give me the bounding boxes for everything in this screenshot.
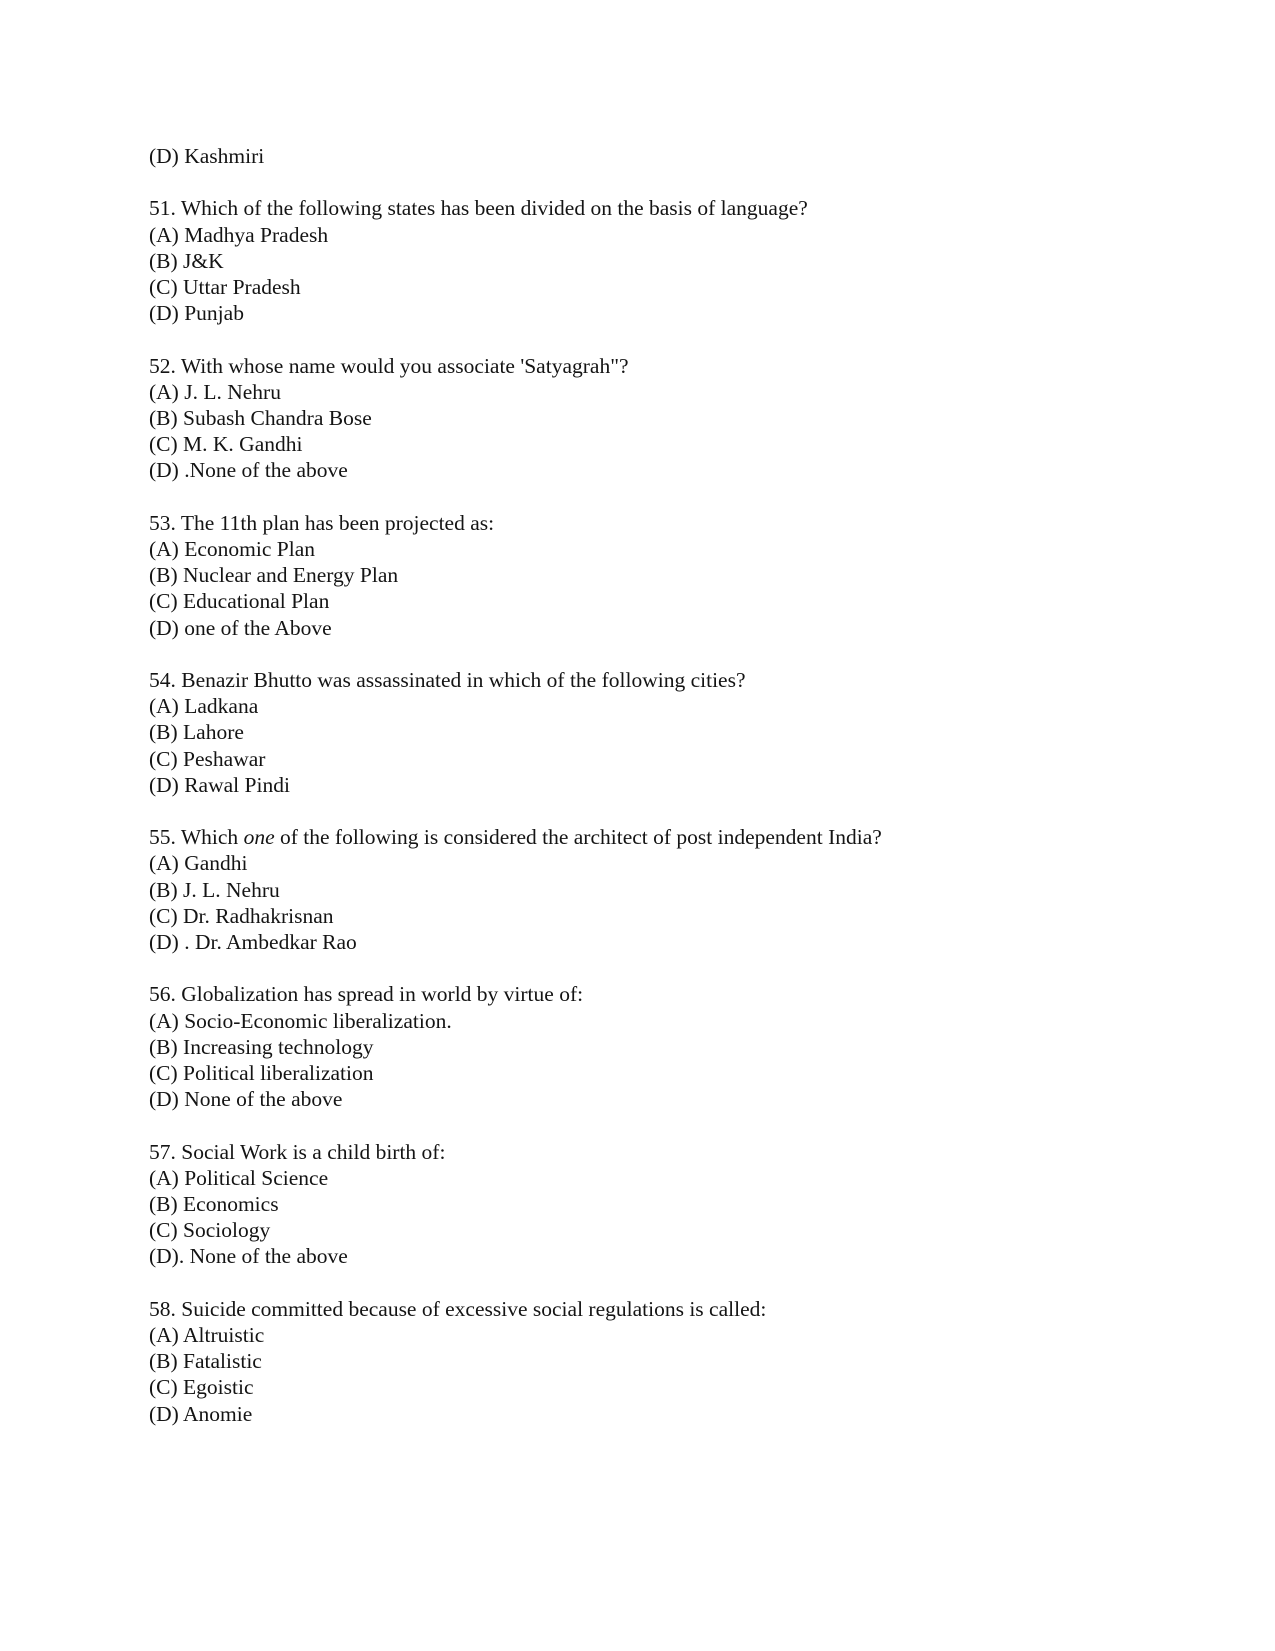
option-d: (D) None of the above [149, 1087, 343, 1112]
option-d: (D) Punjab [149, 301, 244, 326]
question-stem-after: of the following is considered the architect of post independent India? [279, 825, 882, 850]
option-a: (A) Altruistic [149, 1323, 265, 1348]
question-text [149, 353, 1149, 379]
question-text [149, 195, 1149, 221]
option-b: (B) Increasing technology [149, 1034, 374, 1059]
question-stem: With whose name would you associate 'Satyagrah"? [180, 353, 629, 378]
question-stem: Globalization has spread in world by virtue of: [181, 982, 584, 1007]
option-a: (A) J. L. Nehru [149, 379, 281, 404]
option-d: (D). None of the above [149, 1244, 348, 1269]
question-text [149, 1139, 1149, 1165]
option-b: (B) Subash Chandra Bose [149, 406, 372, 430]
question-stem-emphasis: one [243, 825, 275, 850]
question-56 [149, 981, 1149, 1112]
question-57 [149, 1139, 1149, 1270]
question-text [149, 667, 1149, 693]
question-list [149, 143, 1149, 1427]
option-c: (C) Egoistic [149, 1375, 254, 1400]
option-d: (D) Rawal Pindi [149, 772, 290, 797]
question-number: 52. [149, 353, 176, 378]
question-number: 53. [149, 510, 176, 535]
option-c: (C) Sociology [149, 1218, 271, 1243]
option-c: (C) Dr. Radhakrisnan [149, 903, 334, 928]
question-number: 56. [149, 982, 176, 1007]
option-c: (C) M. K. Gandhi [149, 432, 303, 457]
option-d: (D) . Dr. Ambedkar Rao [149, 930, 357, 955]
question-text [149, 1296, 1149, 1322]
question-stem: Suicide committed because of excessive social regulations is called: [181, 1296, 767, 1321]
option-d: (D) one of the Above [149, 615, 332, 640]
option-b: (B) Fatalistic [149, 1349, 262, 1374]
question-text [149, 981, 1149, 1007]
question-stem: Social Work is a child birth of: [181, 1139, 446, 1164]
option-c: (C) Uttar Pradesh [149, 275, 301, 299]
option-b: (B) Nuclear and Energy Plan [149, 563, 399, 588]
question-52 [149, 353, 1149, 484]
option-c: (C) Peshawar [149, 746, 266, 771]
question-51 [149, 195, 1149, 326]
question-stem: Which of the following states has been divided on the basis of language? [180, 196, 808, 221]
question-stem: The 11th plan has been projected as: [180, 510, 495, 535]
option-a: (A) Economic Plan [149, 537, 315, 561]
option-b: (B) J&K [149, 248, 224, 273]
question-53 [149, 510, 1149, 641]
question-stem: Benazir Bhutto was assassinated in which of the following cities? [181, 668, 746, 692]
option-a: (A) Socio-Economic liberalization. [149, 1008, 452, 1033]
question-number: 51. [149, 196, 176, 221]
question-stem-before: Which [180, 825, 239, 850]
question-number: 55. [149, 825, 176, 850]
option-b: (B) Lahore [149, 720, 244, 745]
option-a: (A) Gandhi [149, 851, 248, 876]
carryover-option: (D) Kashmiri [149, 144, 265, 168]
option-c: (C) Political liberalization [149, 1061, 374, 1086]
option-a: (A) Political Science [149, 1165, 329, 1190]
question-number: 54. [149, 668, 176, 692]
option-d: (D) .None of the above [149, 458, 348, 483]
option-d: (D) Anomie [149, 1401, 253, 1426]
question-text [149, 824, 1149, 850]
option-b: (B) J. L. Nehru [149, 877, 280, 902]
question-55 [149, 824, 1149, 955]
question-58 [149, 1296, 1149, 1427]
option-a: (A) Madhya Pradesh [149, 222, 329, 247]
option-c: (C) Educational Plan [149, 589, 330, 614]
question-54 [149, 667, 1149, 798]
option-a: (A) Ladkana [149, 694, 259, 719]
question-number: 57. [149, 1139, 176, 1164]
question-number: 58. [149, 1296, 176, 1321]
question-text [149, 510, 1149, 536]
option-b: (B) Economics [149, 1192, 279, 1217]
